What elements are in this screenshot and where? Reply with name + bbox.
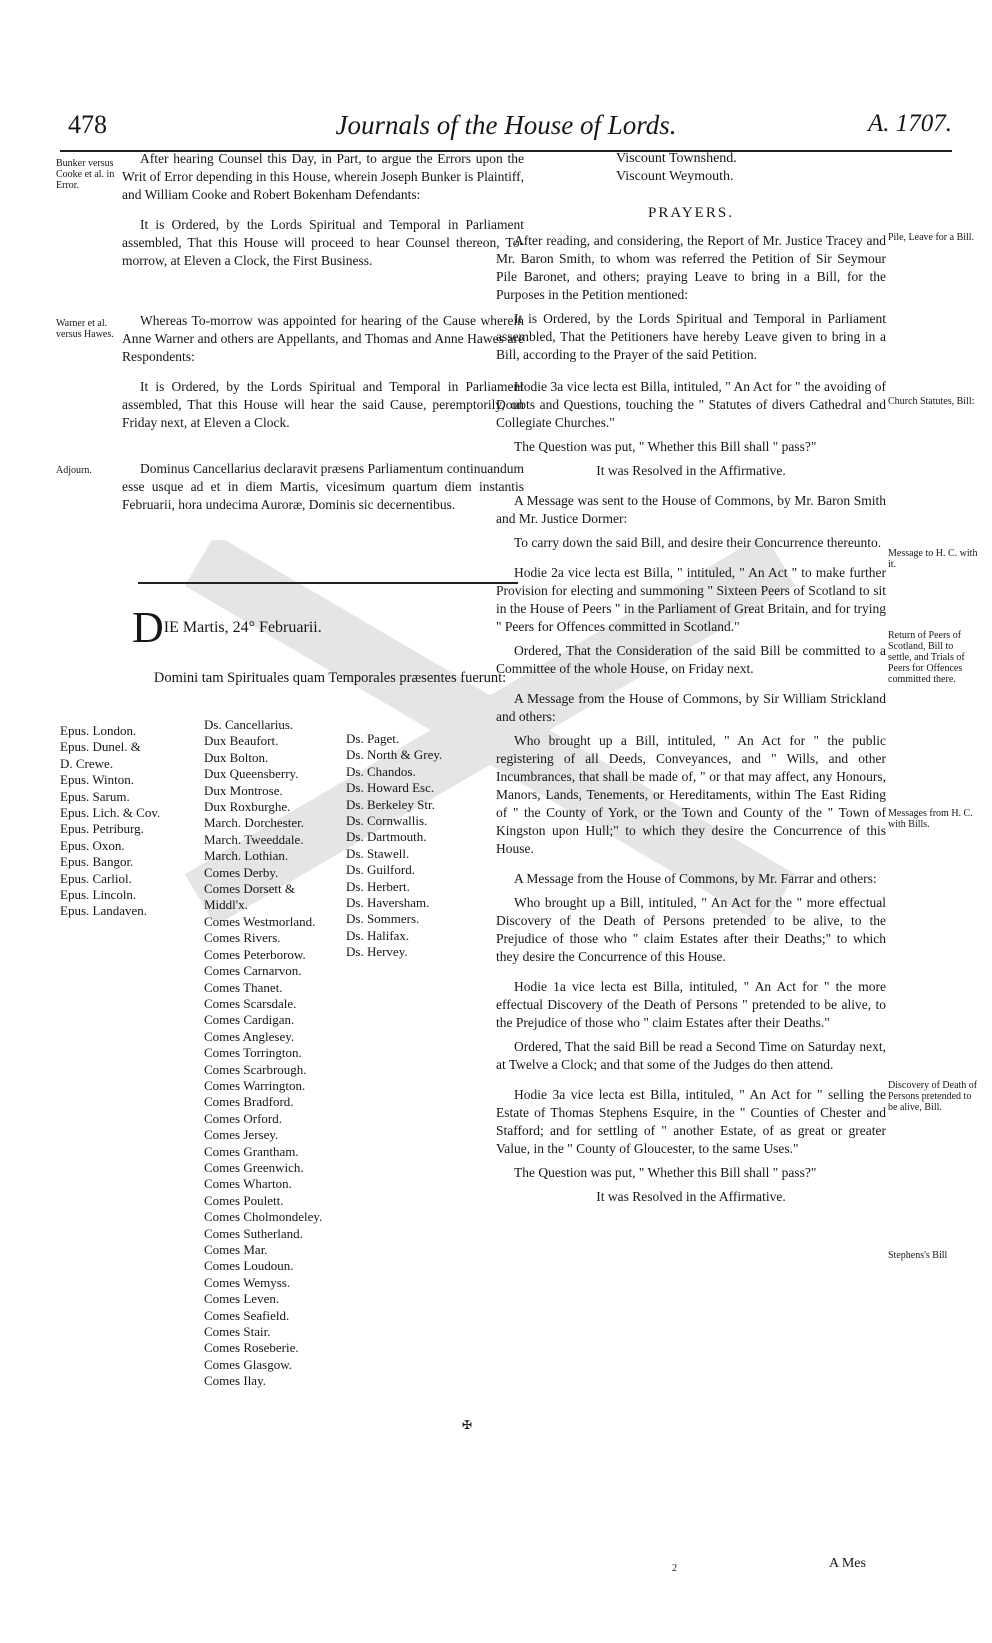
attendance-entry: Ds. Haversham. [346, 895, 430, 911]
attendance-entry: Comes Leven. [204, 1291, 280, 1307]
sidenote-adjourn: Adjourn. [56, 465, 92, 476]
attendance-entry: Dux Montrose. [204, 782, 283, 798]
attendance-entry: Comes Cardigan. [204, 1012, 295, 1028]
attendance-entry: Epus. Oxon. [60, 837, 125, 853]
paragraph: Hodie 1a vice lecta est Billa, intituled, " An Act for " the more effectual Discovery of the Death of Persons " pretended to be alive, to the Prejudice of those who " claim Estates after their Deaths." Ordered, That the said Bill be read a Second Time on Saturday next, at Twelve a Clock; and that some of the Judges do then attend. [496, 979, 886, 1072]
ornament-mark: ✠ [462, 1418, 473, 1432]
attendance-entry: Comes Scarbrough. [204, 1061, 307, 1077]
sidenote-pile: Pile, Leave for a Bill. [888, 232, 975, 243]
attendance-entry: Dux Queensberry. [204, 766, 299, 782]
attendance-entry: Dux Bolton. [204, 749, 269, 765]
sidenote-discovery: Discovery of Death of Persons pretended to be alive, Bill. [888, 1080, 978, 1113]
attendance-entry: Epus. Winton. [60, 772, 134, 788]
attendance-heading: Domini tam Spirituales quam Temporales præsentes fuerunt: [153, 670, 507, 686]
attendance-entry: Epus. Lich. & Cov. [60, 805, 161, 821]
attendance-entry: Comes Grantham. [204, 1143, 299, 1159]
paragraph: Hodie 3a vice lecta est Billa, intituled, " An Act for " the avoiding of Doubts and Questions, touching the " Statutes of divers Cathedral and Collegiate Churches." The Question was put, " Whether this Bill shall " pass?" It was Resolved in the Affirmative. [496, 379, 886, 478]
sidenote-messages: Messages from H. C. with Bills. [888, 808, 973, 830]
attendance-entry: Epus. Landaven. [60, 903, 148, 919]
attendance-entry: Comes Warrington. [204, 1077, 306, 1093]
attendance-entry: Middl'x. [204, 897, 248, 913]
left-column [122, 150, 524, 282]
attendance-entry: Comes Orford. [204, 1110, 282, 1126]
attendance-entry: Comes Ilay. [204, 1373, 266, 1389]
attendance-entry: Epus. Sarum. [60, 788, 130, 804]
sidenote-stephens: Stephens's Bill [888, 1250, 948, 1261]
sidenote-church: Church Statutes, Bill: [888, 396, 975, 407]
attendance-entry: Comes Derby. [204, 864, 279, 880]
attendance-entry: March. Dorchester. [204, 815, 304, 831]
attendance-entry: Epus. London. [60, 723, 137, 738]
attendance-entry: Ds. Halifax. [346, 927, 410, 943]
attendance-entry: Comes Bradford. [204, 1094, 294, 1110]
attendance-entry: Epus. Lincoln. [60, 887, 137, 903]
attendance-entry: Ds. Howard Esc. [346, 780, 435, 796]
attendance-entry: Comes Dorsett & [204, 881, 295, 897]
attendance-entry: Ds. Dartmouth. [346, 829, 427, 845]
prayers-heading: PRAYERS. [648, 205, 734, 221]
attendance-entry: Ds. Cancellarius. [204, 717, 294, 732]
attendance-entry: Ds. Cornwallis. [346, 813, 428, 829]
attendance-entry: Comes Seafield. [204, 1307, 290, 1323]
page-number: 478 [68, 110, 107, 139]
viscount-list: Viscount Townshend. Viscount Weymouth. [616, 151, 737, 184]
paragraph: It is Ordered, by the Lords Spiritual and Temporal in Parliament assembled, That this House will proceed to hear Counsel thereon, To-morrow, at Eleven a Clock, the First Business. [122, 217, 524, 268]
page-year: A. 1707. [867, 110, 952, 137]
attendance-entry: Comes Mar. [204, 1242, 268, 1257]
attendance-entry: Comes Sutherland. [204, 1225, 303, 1241]
attendance-entry: Comes Westmorland. [204, 913, 316, 929]
section-divider [138, 582, 518, 584]
paragraph: A Message from the House of Commons, by Sir William Strickland and others: Who brought up a Bill, intituled, " An Act for " the public registering of all Deeds, Conveyances, and " Wills, and other Incumbrances, that shall be made of, " or that may affect, any Honours, Manors, Lands, Tenements, or Hereditaments, within The East Riding of " the County of York, or the Town and County of the " Town of Kingston upon Hull;" to which they desire the Concurrence of this House. [496, 691, 886, 856]
attendance-barons [346, 731, 476, 961]
attendance-entry: Comes Jersey. [204, 1127, 279, 1143]
attendance-entry: Ds. Paget. [346, 731, 400, 746]
attendance-entry: Ds. Hervey. [346, 944, 408, 960]
page-header [60, 110, 952, 154]
attendance-entry: Ds. Berkeley Str. [346, 796, 435, 812]
drop-cap: D [132, 603, 164, 652]
paragraph: After reading, and considering, the Report of Mr. Justice Tracey and Mr. Baron Smith, to whom was referred the Petition of Sir Seymour Pile Baronet, and others; praying Leave to bring in a Bill, for the Purposes in the Petition mentioned: It is Ordered, by the Lords Spiritual and Temporal in Parliament assembled, That the Petitioners have hereby Leave given to bring in a Bill, according to the Prayer of the said Petition. [496, 233, 886, 362]
left-column-warner [122, 312, 524, 444]
paragraph: After hearing Counsel this Day, in Part, to argue the Errors upon the Writ of Error depending in this House, wherein Joseph Bunker is Plaintiff, and William Cooke and Robert Bokenham Defendants: [122, 151, 524, 202]
paragraph: Hodie 2a vice lecta est Billa, " intituled, " An Act " to make further Provision for electing and summoning " Sixteen Peers of Scotland to sit in the House of Peers " in the Parliament of Great Britain, and for trying " Peers for Offences committed in Scotland." Ordered, That the Consideration of the said Bill be committed to a Committee of the whole House, on Friday next. [496, 565, 886, 676]
signature-mark: 2 [672, 1563, 677, 1574]
attendance-entry: Epus. Petriburg. [60, 821, 144, 837]
sidenote-peers: Return of Peers of Scotland, Bill to settle, and Trials of Peers for Offences committed there. [888, 630, 965, 685]
attendance-entry: Ds. North & Grey. [346, 747, 443, 763]
attendance-entry: Comes Loudoun. [204, 1258, 294, 1274]
attendance-entry: Ds. Chandos. [346, 763, 416, 779]
catchword: A Mes [829, 1556, 866, 1571]
paragraph: A Message was sent to the House of Commons, by Mr. Baron Smith and Mr. Justice Dormer: To carry down the said Bill, and desire their Concurrence thereunto. [496, 493, 886, 550]
attendance-entry: Dux Roxburghe. [204, 799, 291, 815]
attendance-entry: Epus. Carliol. [60, 870, 132, 886]
page-title: Journals of the House of Lords. [335, 110, 677, 140]
attendance-entry: Epus. Bangor. [60, 854, 134, 870]
sidenote-message: Message to H. C. with it. [888, 548, 978, 570]
sidenote-warner: Warner et al. versus Hawes. [56, 318, 114, 340]
attendance-entry: Comes Wharton. [204, 1176, 292, 1192]
attendance-entry: Epus. Dunel. & [60, 739, 141, 755]
attendance-entry: Comes Glasgow. [204, 1356, 292, 1372]
attendance-entry: Comes Wemyss. [204, 1274, 291, 1290]
paragraph: Whereas To-morrow was appointed for hearing of the Cause wherein Anne Warner and others are Appellants, and Thomas and Anne Hawes are Respondents: [122, 313, 524, 364]
attendance-entry: Comes Carnarvon. [204, 963, 302, 979]
attendance-bishops [60, 723, 210, 920]
attendance-entry: Dux Beaufort. [204, 733, 279, 749]
attendance-entry: Ds. Stawell. [346, 845, 410, 861]
attendance-entry: March. Tweeddale. [204, 831, 304, 847]
attendance-entry: Ds. Herbert. [346, 878, 410, 894]
right-column [496, 150, 886, 1218]
attendance-entry: Comes Poulett. [204, 1192, 284, 1208]
attendance-entry: Ds. Guilford. [346, 862, 415, 878]
paragraph: It is Ordered, by the Lords Spiritual and Temporal in Parliament assembled, That this House will hear the said Cause, peremptorily, on Friday next, at Eleven a Clock. [122, 379, 524, 430]
paragraph: A Message from the House of Commons, by Mr. Farrar and others: Who brought up a Bill, intituled, " An Act for the " more effectual Discovery of the Death of Persons pretended to be alive, to the Prejudice of those who " claim Estates after their Deaths;" to which they desire the Concurrence of this House. [496, 871, 886, 964]
paragraph: Hodie 3a vice lecta est Billa, intituled, " An Act for " selling the Estate of Thomas Stephens Esquire, in the " Counties of Chester and Stafford; and for settling of " another Estate, of as great or greater Value, in the " County of Gloucester, to the same Uses." The Question was put, " Whether this Bill shall " pass?" It was Resolved in the Affirmative. [496, 1087, 886, 1204]
sidenote-bunker: Bunker versus Cooke et al. in Error. [56, 158, 115, 191]
attendance-entry: Comes Rivers. [204, 930, 281, 946]
date-heading: DIE Martis, 24° Februarii. [132, 603, 322, 652]
attendance-entry: Comes Roseberie. [204, 1340, 299, 1356]
left-column-adjourn [122, 460, 524, 526]
attendance-entry: Comes Stair. [204, 1324, 271, 1340]
attendance-entry: Comes Anglesey. [204, 1028, 295, 1044]
attendance-entry: Comes Cholmondeley. [204, 1209, 323, 1225]
attendance-peers [204, 717, 344, 1390]
attendance-entry: Comes Scarsdale. [204, 995, 297, 1011]
attendance-entry: March. Lothian. [204, 848, 289, 864]
attendance-entry: Comes Torrington. [204, 1045, 302, 1061]
attendance-entry: D. Crewe. [60, 755, 114, 771]
attendance-entry: Comes Peterborow. [204, 946, 306, 962]
paragraph: Dominus Cancellarius declaravit præsens Parliamentum continuandum esse usque ad et in diem Martis, vicesimum quartum diem instantis Februarii, hora undecima Auroræ, Dominis sic decernentibus. [122, 461, 524, 512]
attendance-entry: Comes Greenwich. [204, 1159, 304, 1175]
attendance-entry: Ds. Sommers. [346, 911, 420, 927]
attendance-entry: Comes Thanet. [204, 979, 283, 995]
